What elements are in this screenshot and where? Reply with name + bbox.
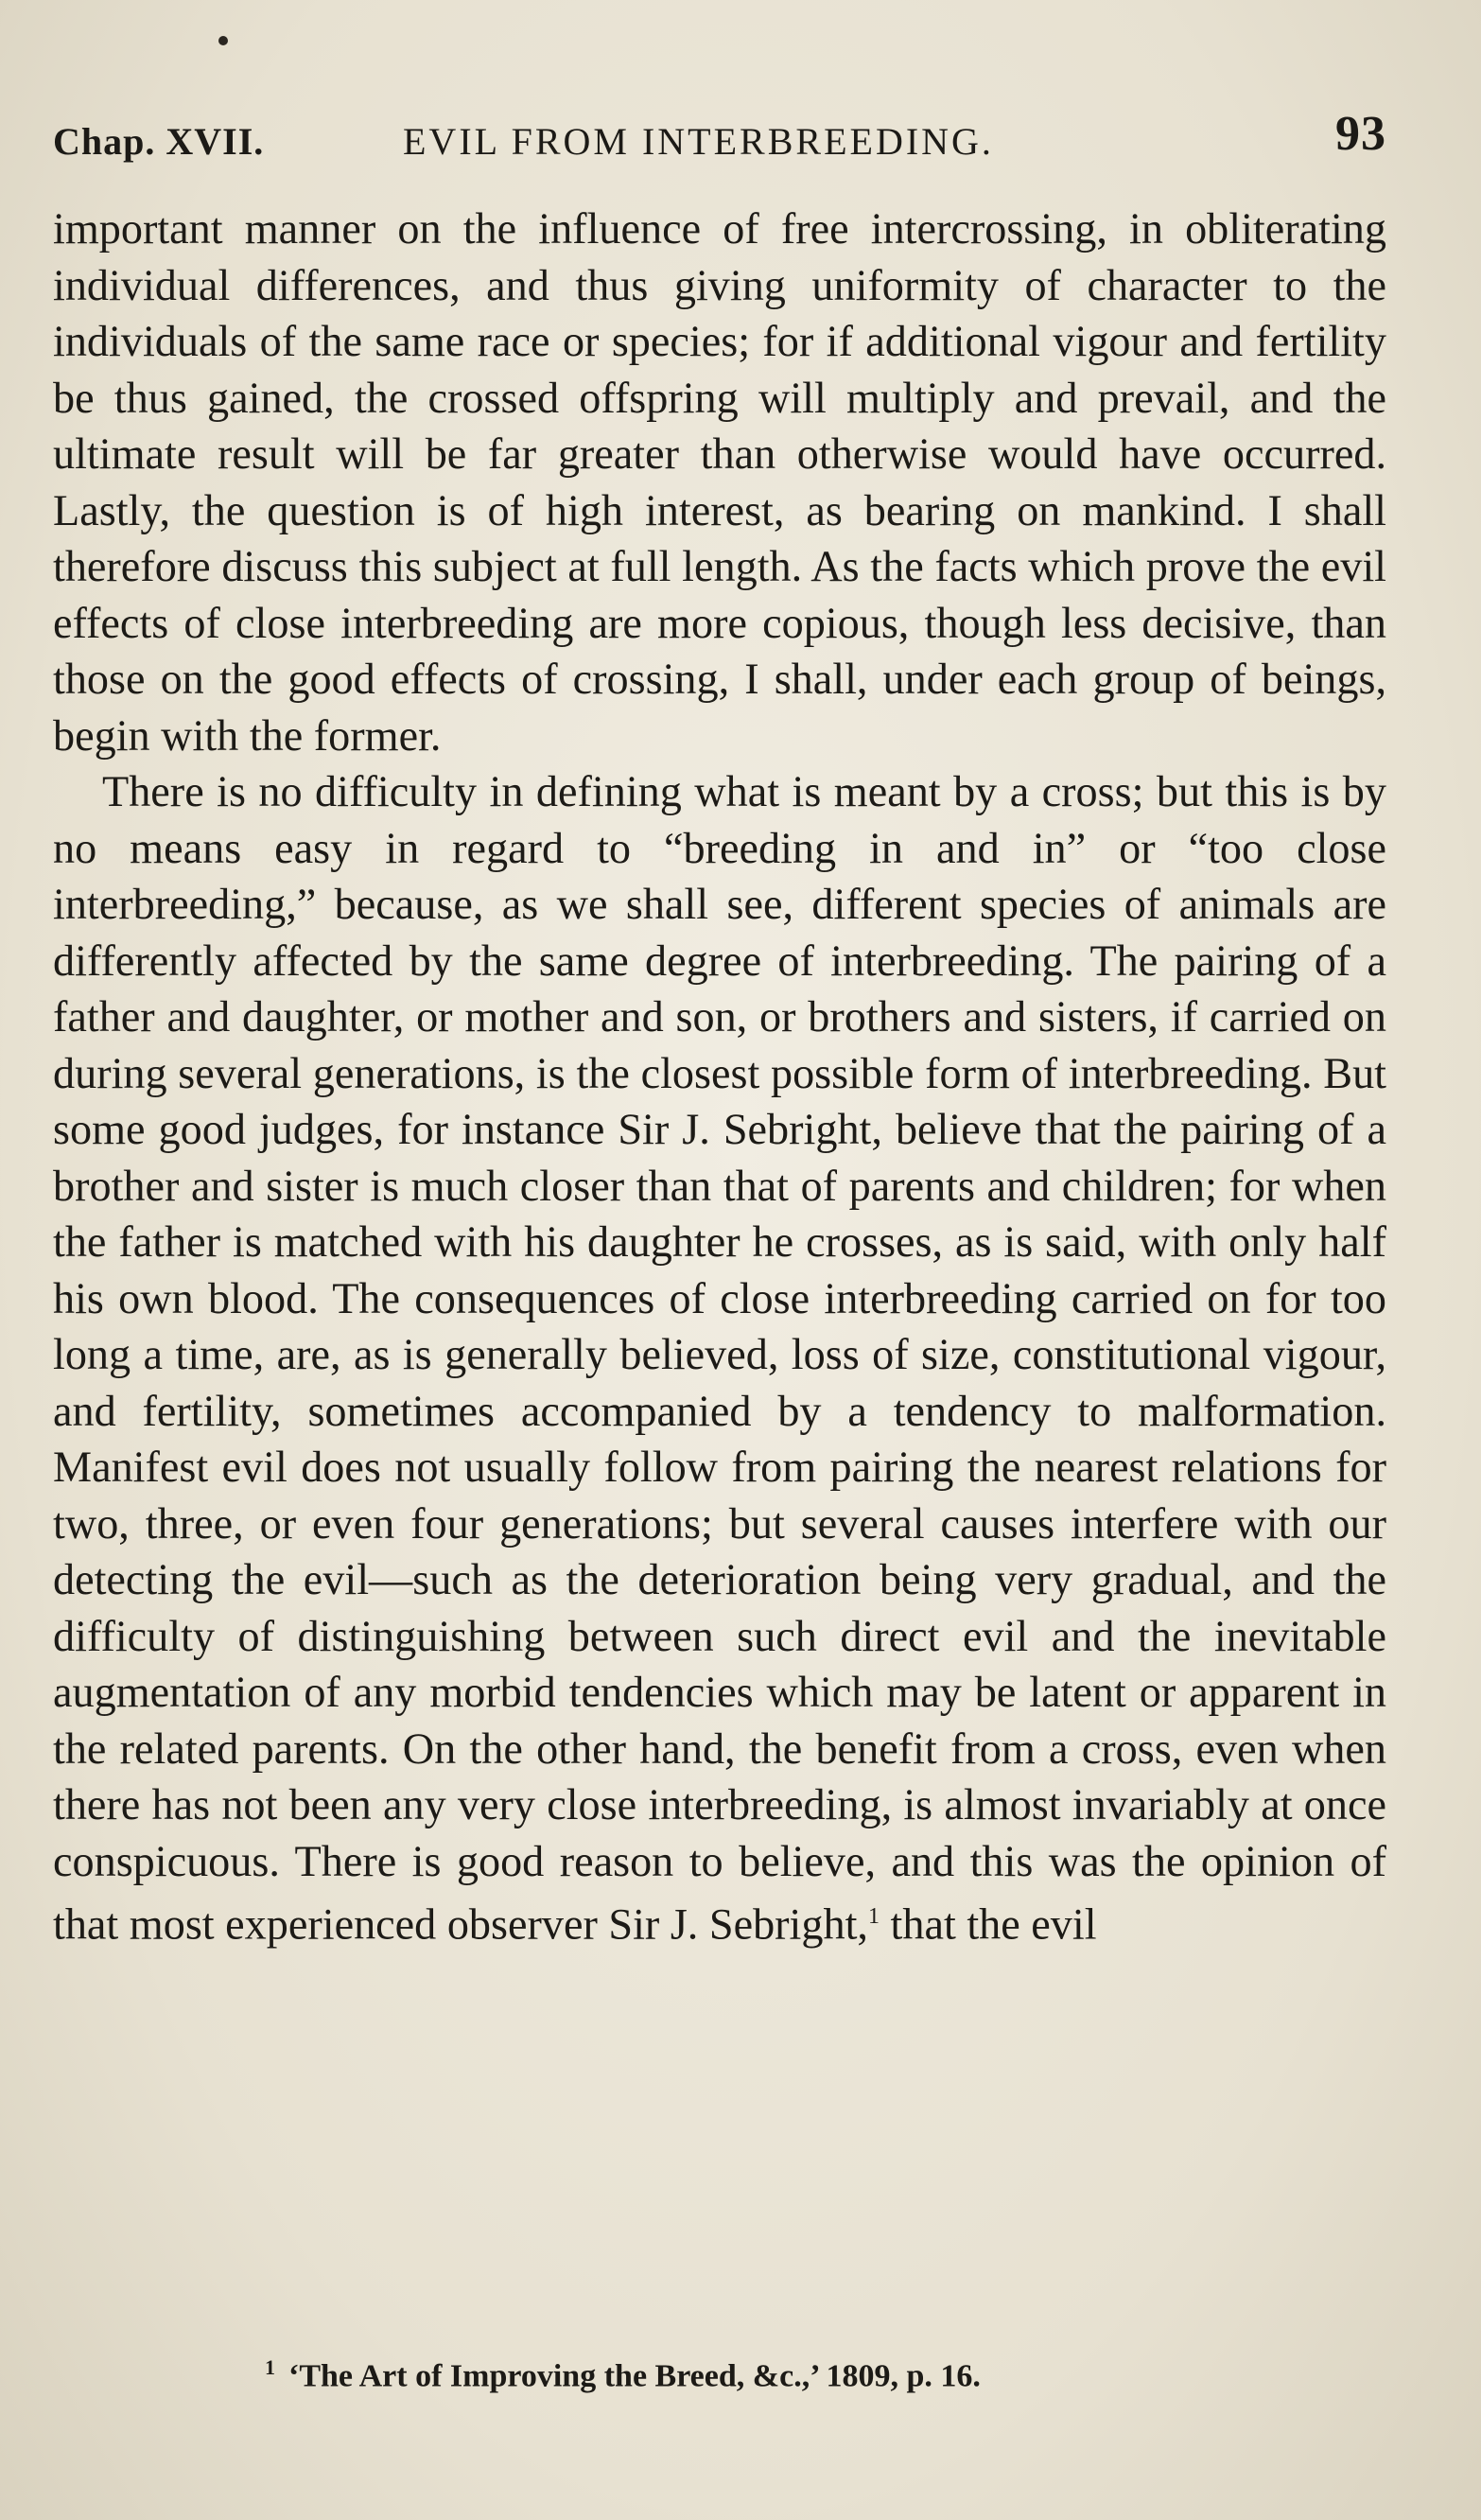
paragraph-cross-definition: [53, 763, 1386, 1952]
running-title: EVIL FROM INTERBREEDING.: [403, 120, 994, 163]
running-header: [53, 106, 1386, 163]
ink-speck: [218, 36, 228, 45]
footnote-marker: 1: [265, 2355, 275, 2379]
chapter-label: Chap. XVII.: [53, 120, 265, 163]
body-text: [53, 201, 1386, 1952]
footnote-text: ‘The Art of Improving the Breed, &c.,’ 1809, p. 16.: [288, 2358, 981, 2394]
paragraph-tail: that the evil: [879, 1899, 1097, 1949]
page-number: 93: [1335, 107, 1386, 161]
footnote: [265, 2355, 1368, 2394]
footnote-reference: 1: [867, 1904, 880, 1929]
paragraph-continued: important manner on the influence of free intercrossing, in obliterating individual differences, and thus giving uniformity of character to the individuals of the same race or species; for if additional vigour and fertility be thus gained, the crossed offspring will multiply and prevail, and the ultimate result will be far greater than otherwise would have occurred. Lastly, the question is of high interest, as bearing on mankind. I shall therefore discuss this subject at full length. As the facts which prove the evil effects of close interbreeding are more copious, though less decisive, than those on the good effects of crossing, I shall, under each group of beings, begin with the former.: [53, 204, 1386, 760]
paragraph-text: There is no difficulty in defining what is meant by a cross; but this is by no means easy in regard to “breeding in and in” or “too close interbreeding,” because, as we shall see, different species of animals are differently affected by the same degree of interbreeding. The pairing of a father and daughter, or mother and son, or brothers and sisters, if carried on during several generations, is the closest possible form of interbreeding. But some good judges, for instance Sir J. Sebright, believe that the pairing of a brother and sister is much closer than that of parents and children; for when the father is matched with his daughter he crosses, as is said, with only half his own blood. The consequences of close interbreeding carried on for too long a time, are, as is generally believed, loss of size, constitutional vigour, and fertility, sometimes accompanied by a tendency to malformation. Manifest evil does not usually follow from pairing the nearest relations for two, three, or even four generations; but several causes interfere with our detecting the evil—such as the deterioration being very gradual, and the difficulty of distinguishing between such direct evil and the inevitable augmentation of any morbid tendencies which may be latent or apparent in the related parents. On the other hand, the benefit from a cross, even when there has not been any very close interbreeding, is almost invariably at once conspicuous. There is good reason to believe, and this was the opinion of that most experienced observer Sir J. Sebright,: [53, 767, 1386, 1949]
